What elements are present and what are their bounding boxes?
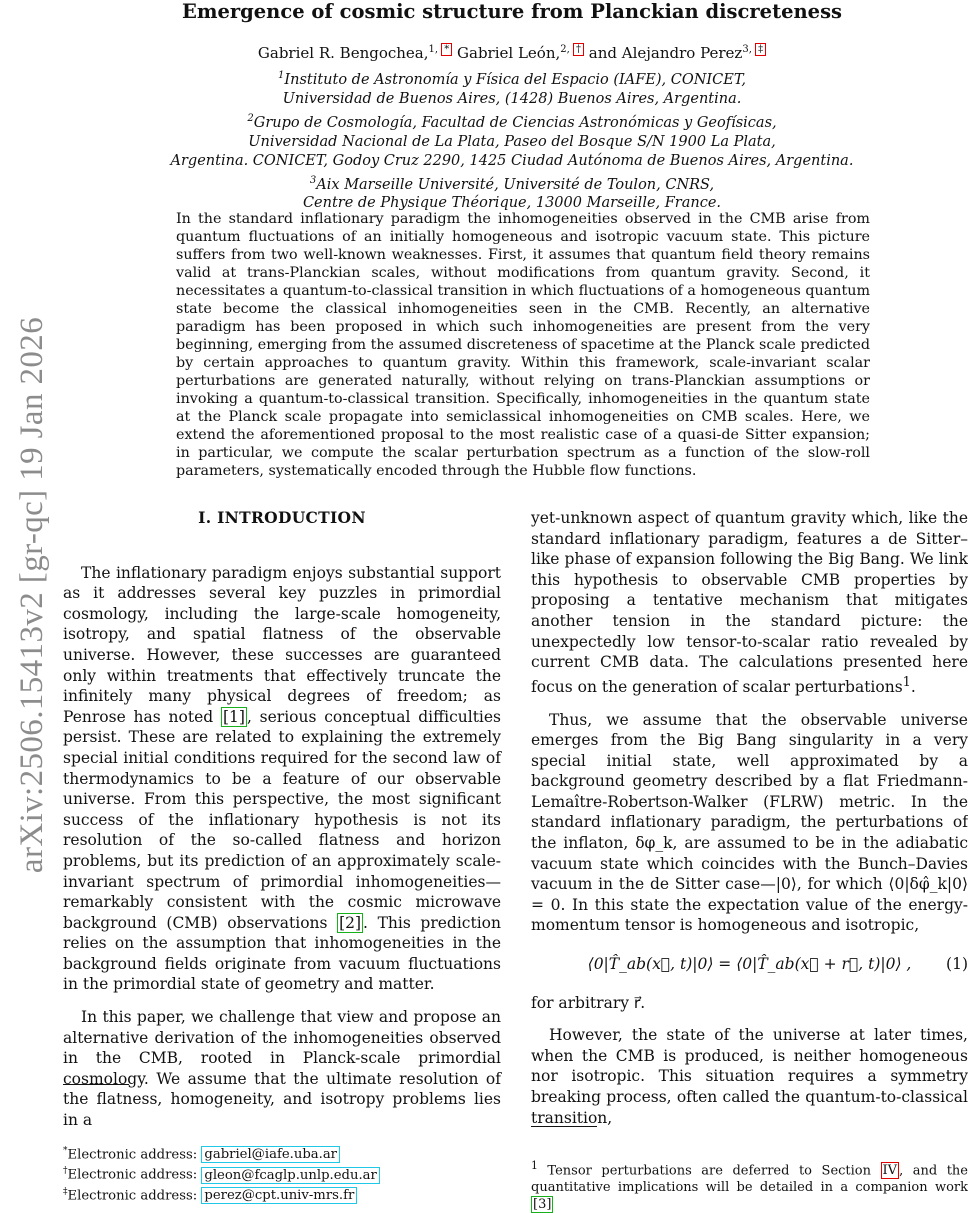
affiliation-number: 2 [247,112,254,124]
right-column [531,508,968,1140]
paragraph-text: . This prediction relies on the assumption that inhomogeneities in the background fields originate from vacuum fluctuations in the primordial state of geometry and matter. [63,913,501,994]
footnote-label: Electronic address: [67,1167,202,1183]
email-link[interactable]: gleon@fcaglp.unlp.edu.ar [201,1167,379,1184]
footnote-text: , and the quantitative implications will be detailed in a companion work [531,1163,968,1196]
affiliation-line [60,90,964,109]
affiliation-text: Universidad de Buenos Aires, (1428) Buenos Aires, Argentina. [282,90,742,107]
affiliation-text: Universidad Nacional de La Plata, Paseo del Bosque S/N 1900 La Plata, [248,133,776,150]
footnote-marker[interactable]: 1 [902,674,911,690]
footnote-link[interactable]: † [573,43,584,56]
intro-paragraph-2: In this paper, we challenge that view and propose an alternative derivation of the inhomogeneities observed in the CMB, rooted in Planck-scale primordial cosmology. We assume that the ultimate resolution of the flatness, homogeneity, and isotropy problems lies in a [63,1008,501,1130]
footnote-mark: 1 [531,1159,538,1172]
footnote-label: Electronic address: [67,1188,202,1204]
author-footnotes [63,1084,501,1204]
footnote-1 [531,1157,968,1213]
affiliation-line [60,152,964,171]
author-bengochea: Gabriel R. Bengochea, [257,44,429,62]
footnote-rule [63,1084,129,1085]
left-column [63,500,501,1143]
author-leon: Gabriel León, [452,44,561,62]
affiliation-line [60,171,964,195]
author-list [60,40,964,63]
author-affil-number: 2, [560,44,574,55]
intro-paragraph-4: However, the state of the universe at later times, when the CMB is produced, is neither homogeneous nor isotropic. This situation requires a symmetry breaking process, often called the quantum-to-classical transition, [531,1026,968,1127]
affiliations [60,66,964,213]
citation-link[interactable]: [2] [339,913,362,932]
affiliation-text: Instituto de Astronomía y Física del Espacio (IAFE), CONICET, [284,71,746,88]
affiliation-line [60,109,964,133]
email-link[interactable]: gabriel@iafe.uba.ar [201,1146,340,1163]
footnote-email-2 [63,1163,501,1183]
affiliation-number: 1 [278,70,285,81]
paragraph-text: . [910,677,916,696]
citation-link[interactable]: [1] [222,707,245,726]
author-affil-number: 3, [742,44,756,55]
footnote-link[interactable]: * [441,43,452,56]
footnote-email-1 [63,1143,501,1163]
author-perez: and Alejandro Perez [584,44,743,62]
abstract: In the standard inflationary paradigm the inhomogeneities observed in the CMB arise from quantum fluctuations of an initially homogeneous and isotropic vacuum state. This picture suffers from two well-known weaknesses. First, it assumes that quantum field theory remains valid at trans-Planckian scales, without modifications from quantum gravity. Second, it necessitates a quantum-to-classical transition in which fluctuations of a homogeneous quantum state become the classical inhomogeneities seen in the CMB. Recently, an alternative paradigm has been proposed in which such inhomogeneities are present from the very beginning, emerging from the assumed discreteness of spacetime at the Planck scale predicted by certain approaches to quantum gravity. Within this framework, scale-invariant scalar perturbations are generated naturally, without relying on trans-Planckian assumptions or invoking a quantum-to-classical transition. Specifically, inhomogeneities in the quantum state at the Planck scale propagate into semiclassical inhomogeneities on CMB scales. Here, we extend the aforementioned proposal to the most realistic case of a quasi-de Sitter expansion; in particular, we compute the scalar perturbation spectrum as a function of the slow-roll parameters, systematically encoded through the Hubble flow functions. [176,211,870,479]
email-link[interactable]: perez@cpt.univ-mrs.fr [201,1187,357,1204]
author-affil-number: 1, [428,44,442,55]
section-link[interactable]: IV [882,1163,898,1179]
intro-paragraph-1 [63,563,501,995]
paper-title: Emergence of cosmic structure from Planckian discreteness [181,0,843,23]
equation-body: ⟨0|T̂_ab(x⃗, t)|0⟩ = ⟨0|T̂_ab(x⃗ + r⃗, t)|0⟩ , [587,955,912,974]
affiliation-text: Centre de Physique Théorique, 13000 Marseille, France. [302,195,722,212]
affiliation-number: 3 [309,174,317,186]
equation-followup: for arbitrary r⃗. [531,993,646,1012]
affiliation-line [60,133,964,152]
equation-1 [531,954,968,975]
footnote-text: Tensor perturbations are deferred to Section [537,1163,881,1179]
arxiv-identifier-stamp: arXiv:2506.15413v2 [gr-qc] 19 Jan 2026 [14,316,50,874]
footnote-link[interactable]: ‡ [755,43,766,56]
section-heading-introduction: I. INTRODUCTION [198,508,366,527]
footnote-mark: ‡ [63,1186,68,1197]
footnote-rule [531,1126,597,1127]
footnote-label: Electronic address: [67,1147,202,1163]
paragraph-text: The inflationary paradigm enjoys substantial support as it addresses several key puzzles in primordial cosmology, including the large-scale homogeneity, isotropy, and spatial flatness of the observable universe. However, these successes are guaranteed only within treatments that effectively truncate the infinitely many physical degrees of freedom; as Penrose has noted [63,563,501,726]
affiliation-text: Argentina. CONICET, Godoy Cruz 2290, 1425 Ciudad Autónoma de Buenos Aires, Argentina. [170,152,854,169]
affiliation-text: Grupo de Cosmología, Facultad de Ciencias Astronómicas y Geofísicas, [253,114,777,131]
footnote-mark: † [63,1166,68,1177]
intro-paragraph-3: Thus, we assume that the observable universe emerges from the Big Bang singularity in a very special initial state, well approximated by a background geometry described by a flat Friedmann-Lemaître-Robertson-Walker (FLRW) metric. In the standard inflationary paradigm, the perturbations of the inflaton, δφ_k, are assumed to be in the adiabatic vacuum state which coincides with the Bunch–Davies vacuum in the de Sitter case—|0⟩, for which ⟨0|δφ̂_k|0⟩ = 0. In this state the expectation value of the energy-momentum tensor is homogeneous and isotropic, [531,710,968,935]
intro-paragraph-continued [531,508,968,698]
paragraph-text: , serious conceptual difficulties persist. These are related to explaining the extremely special initial conditions required for the second law of thermodynamics to be a feature of our observable universe. From this perspective, the most significant success of the inflationary hypothesis is not its resolution of the so-called flatness and horizon problems, but its prediction of an approximately scale-invariant spectrum of primordial inhomogeneities—remarkably consistent with the cosmic microwave background (CMB) observations [63,707,502,932]
footnote-email-3 [63,1184,501,1204]
affiliation-line [60,66,964,90]
paragraph-text: yet-unknown aspect of quantum gravity which, like the standard inflationary paradigm, features a de Sitter–like phase of expansion following the Big Bang. We link this hypothesis to observable CMB properties by proposing a tentative mechanism that mitigates another tension in the standard picture: the unexpectedly low tensor-to-scalar ratio revealed by current CMB data. The calculations presented here focus on the generation of scalar perturbations [531,509,968,696]
citation-link[interactable]: [3] [533,1197,552,1213]
equation-number: (1) [946,955,968,974]
affiliation-text: Aix Marseille Université, Université de Toulon, CNRS, [316,176,715,193]
footnote-mark: * [63,1146,68,1156]
